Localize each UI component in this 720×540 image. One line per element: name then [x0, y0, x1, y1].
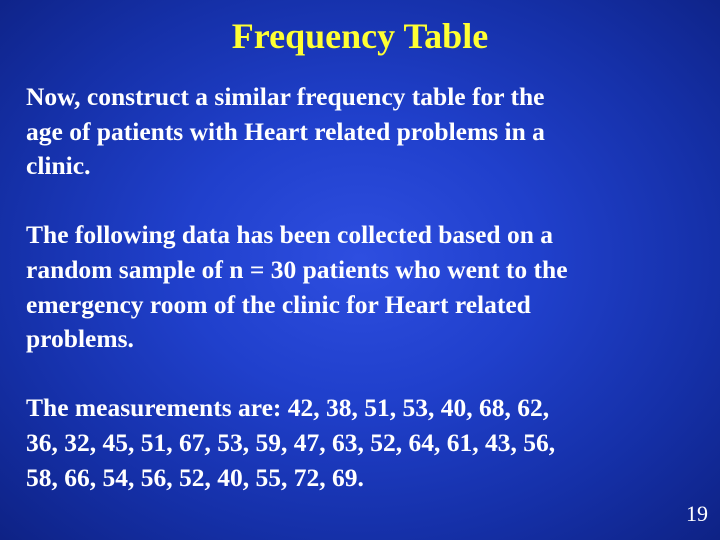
paragraph-spacer: [26, 184, 706, 219]
paragraph-data-description: [26, 218, 706, 356]
text-line: problems.: [26, 324, 134, 354]
text-line: The measurements are: 42, 38, 51, 53, 40, 68, 62,: [26, 393, 550, 423]
paragraph-spacer: [26, 357, 706, 392]
text-line: The following data has been collected based on a: [26, 220, 554, 250]
paragraph-measurements: [26, 391, 706, 495]
text-line: Now, construct a similar frequency table for the: [26, 82, 545, 111]
text-line: age of patients with Heart related problems in a: [26, 116, 545, 146]
text-line: 36, 32, 45, 51, 67, 53, 59, 47, 63, 52, 64, 61, 43, 56,: [26, 427, 556, 457]
text-line: emergency room of the clinic for Heart related: [26, 289, 531, 319]
slide-title: Frequency Table: [231, 16, 489, 56]
slide-body: [26, 80, 706, 495]
text-line: clinic.: [26, 151, 91, 181]
page-number: 19: [686, 501, 708, 526]
text-line: random sample of n = 30 patients who went to the: [26, 254, 568, 284]
text-line: 58, 66, 54, 56, 52, 40, 55, 72, 69.: [26, 462, 364, 492]
paragraph-instruction: [26, 80, 706, 184]
